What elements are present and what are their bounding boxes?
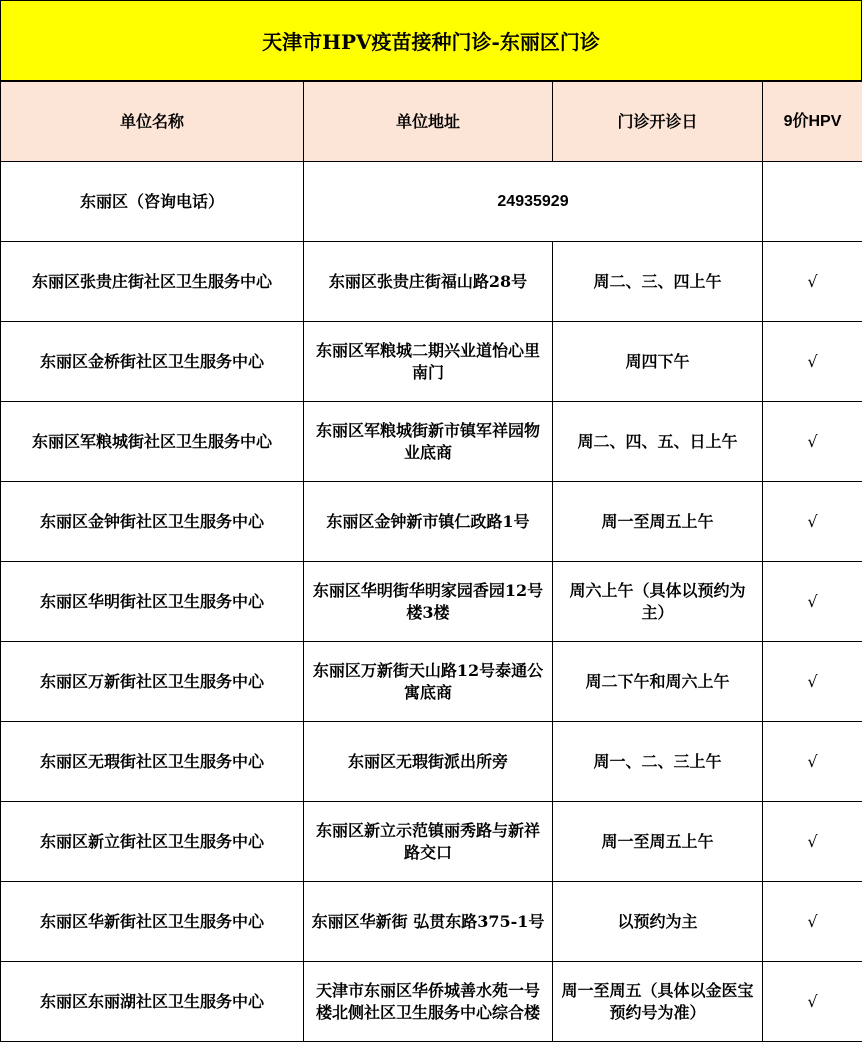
phone-label: 东丽区（咨询电话） (1, 162, 304, 242)
hpv-check-cell: √ (763, 722, 862, 802)
clinic-address-cell: 东丽区军粮城二期兴业道怡心里南门 (304, 322, 553, 402)
clinic-name-cell: 东丽区新立街社区卫生服务中心 (1, 802, 304, 882)
clinic-address-cell: 东丽区万新街天山路12号泰通公寓底商 (304, 642, 553, 722)
clinic-address-cell: 东丽区无瑕街派出所旁 (304, 722, 553, 802)
hpv-check-cell: √ (763, 242, 862, 322)
clinic-address-cell: 东丽区军粮城街新市镇军祥园物业底商 (304, 402, 553, 482)
clinic-days-cell: 周一至周五（具体以金医宝预约号为准） (553, 962, 763, 1042)
clinic-address-cell: 东丽区金钟新市镇仁政路1号 (304, 482, 553, 562)
phone-hpv-empty (763, 162, 862, 242)
table-row (1, 482, 862, 562)
clinic-days-cell: 周一至周五上午 (553, 802, 763, 882)
table-row (1, 802, 862, 882)
clinic-days-cell: 周一、二、三上午 (553, 722, 763, 802)
hpv-check-cell: √ (763, 562, 862, 642)
header-name: 单位名称 (1, 82, 304, 162)
clinic-name-cell: 东丽区万新街社区卫生服务中心 (1, 642, 304, 722)
clinic-address-cell: 天津市东丽区华侨城善水苑一号楼北侧社区卫生服务中心综合楼 (304, 962, 553, 1042)
clinic-days-cell: 以预约为主 (553, 882, 763, 962)
clinic-address-cell: 东丽区华明街华明家园香园12号楼3楼 (304, 562, 553, 642)
clinic-days-cell: 周四下午 (553, 322, 763, 402)
clinic-name-cell: 东丽区张贵庄街社区卫生服务中心 (1, 242, 304, 322)
phone-number: 24935929 (304, 162, 763, 242)
clinic-days-cell: 周六上午（具体以预约为主） (553, 562, 763, 642)
phone-row (1, 162, 862, 242)
header-days: 门诊开诊日 (553, 82, 763, 162)
header-hpv: 9价HPV (763, 82, 862, 162)
hpv-check-cell: √ (763, 882, 862, 962)
clinic-days-cell: 周二、三、四上午 (553, 242, 763, 322)
table-row (1, 562, 862, 642)
table-row (1, 722, 862, 802)
page-title: 天津市HPV疫苗接种门诊-东丽区门诊 (0, 0, 862, 81)
clinic-address-cell: 东丽区华新街 弘贯东路375-1号 (304, 882, 553, 962)
hpv-check-cell: √ (763, 402, 862, 482)
table-row (1, 322, 862, 402)
table-row (1, 242, 862, 322)
header-row (1, 82, 862, 162)
table-row (1, 642, 862, 722)
clinic-address-cell: 东丽区张贵庄街福山路28号 (304, 242, 553, 322)
clinic-table (0, 81, 862, 1042)
clinic-name-cell: 东丽区华新街社区卫生服务中心 (1, 882, 304, 962)
table-row (1, 402, 862, 482)
hpv-check-cell: √ (763, 322, 862, 402)
hpv-check-cell: √ (763, 482, 862, 562)
clinic-address-cell: 东丽区新立示范镇丽秀路与新祥路交口 (304, 802, 553, 882)
clinic-name-cell: 东丽区华明街社区卫生服务中心 (1, 562, 304, 642)
clinic-days-cell: 周二下午和周六上午 (553, 642, 763, 722)
clinic-name-cell: 东丽区东丽湖社区卫生服务中心 (1, 962, 304, 1042)
hpv-check-cell: √ (763, 802, 862, 882)
clinic-days-cell: 周二、四、五、日上午 (553, 402, 763, 482)
clinic-days-cell: 周一至周五上午 (553, 482, 763, 562)
clinic-name-cell: 东丽区无瑕街社区卫生服务中心 (1, 722, 304, 802)
hpv-check-cell: √ (763, 962, 862, 1042)
hpv-check-cell: √ (763, 642, 862, 722)
clinic-name-cell: 东丽区金钟街社区卫生服务中心 (1, 482, 304, 562)
table-row (1, 882, 862, 962)
header-address: 单位地址 (304, 82, 553, 162)
clinic-name-cell: 东丽区金桥街社区卫生服务中心 (1, 322, 304, 402)
clinic-name-cell: 东丽区军粮城街社区卫生服务中心 (1, 402, 304, 482)
table-row (1, 962, 862, 1042)
